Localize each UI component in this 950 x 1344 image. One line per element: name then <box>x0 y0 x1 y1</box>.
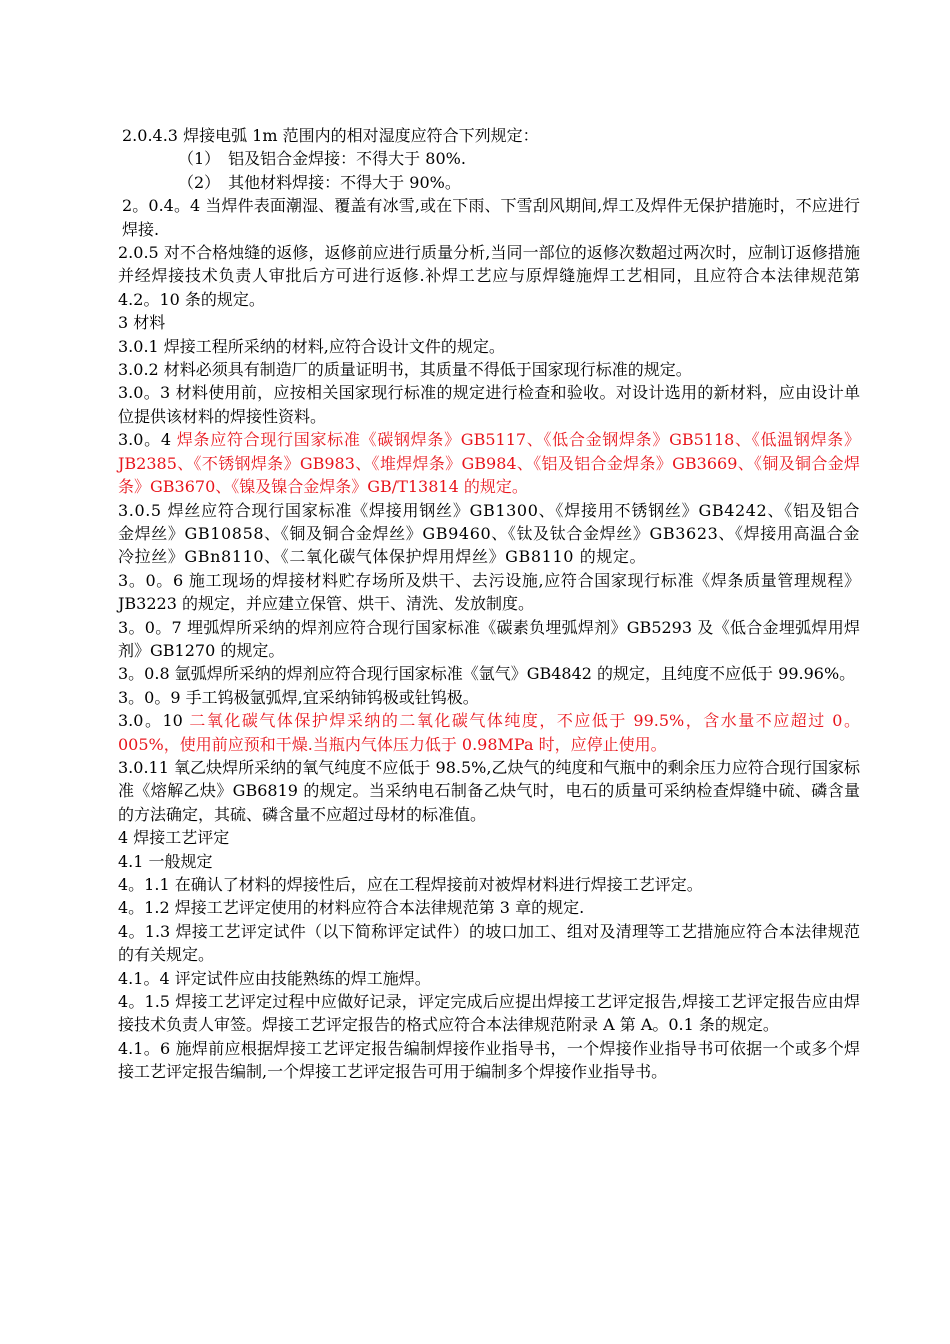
document-body <box>118 124 860 1084</box>
paragraph-3-0-11: 3.0.11 氧乙炔焊所采纳的氧气纯度不应低于 98.5%,乙炔气的纯度和气瓶中的剩余压力应符合现行国家标准《熔解乙炔》GB6819 的规定。当采纳电石制备乙炔气时，电石的质量可采纳检查焊缝中硫、磷含量的方法确定，其硫、磷含量不应超过母材的标准值。 <box>118 757 860 824</box>
paragraph-3-0-5: 3.0.5 焊丝应符合现行国家标准《焊接用钢丝》GB1300、《焊接用不锈钢丝》GB4242、《铝及铝合金焊丝》GB10858、《铜及铜合金焊丝》GB9460、《钛及钛合金焊丝》GB3623、《焊接用高温合金冷拉丝》GBn8110、《二氧化碳气体保护焊用焊丝》GB8110 的规定。 <box>118 500 860 567</box>
paragraph-2-0-4-3: 2.0.4.3 焊接电弧 1m 范围内的相对湿度应符合下列规定： <box>122 126 539 145</box>
highlighted-text-co2: 二氧化碳气体保护焊采纳的二氧化碳气体纯度，不应低于 99.5%，含水量不应超过 0。005%，使用前应预和干燥.当瓶内气体压力低于 0.98MPa 时，应停止使用。 <box>118 711 860 754</box>
paragraph-4-1-1: 4。1.1 在确认了材料的焊接性后，应在工程焊接前对被焊材料进行焊接工艺评定。 <box>118 875 703 894</box>
section-heading-procedure-qualification: 4 焊接工艺评定 <box>118 828 230 848</box>
list-item-aluminium: （1） 铝及铝合金焊接：不得大于 80%. <box>178 149 466 169</box>
subsection-heading-general: 4.1 一般规定 <box>118 851 213 871</box>
paragraph-3-0-2: 3.0.2 材料必须具有制造厂的质量证明书，其质量不得低于国家现行标准的规定。 <box>118 360 692 380</box>
paragraph-4-1-5: 4。1.5 焊接工艺评定过程中应做好记录，评定完成后应提出焊接工艺评定报告,焊接工艺评定报告应由焊接技术负责人审签。焊接工艺评定报告的格式应符合本法律规范附录 A 第 A。0.1 条的规定。 <box>118 992 860 1035</box>
paragraph-3-0-9: 3。0。9 手工钨极氩弧焊,宜采纳铈钨极或钍钨极。 <box>118 687 479 707</box>
paragraph-3-0-1: 3.0.1 焊接工程所采纳的材料,应符合设计文件的规定。 <box>118 336 505 356</box>
paragraph-3-0-6: 3。0。6 施工现场的焊接材料贮存场所及烘干、去污设施,应符合国家现行标准《焊条质量管理规程》JB3223 的规定，并应建立保管、烘干、清洗、发放制度。 <box>118 570 860 614</box>
paragraph-3-0-10 <box>118 709 860 756</box>
paragraph-3-0-8: 3。0.8 氩弧焊所采纳的焊剂应符合现行国家标准《氩气》GB4842 的规定，且纯度不应低于 99.96%。 <box>118 664 856 684</box>
paragraph-4-1-6: 4.1。6 施焊前应根据焊接工艺评定报告编制焊接作业指导书，一个焊接作业指导书可依据一个或多个焊接工艺评定报告编制,一个焊接工艺评定报告可用于编制多个焊接作业指导书。 <box>118 1038 860 1082</box>
paragraph-3-0-10-number: 3.0。10 <box>118 711 190 731</box>
paragraph-3-0-4-number: 3.0。4 <box>118 430 177 450</box>
paragraph-2-0-4-4: 2。0.4。4 当焊件表面潮湿、覆盖有冰雪,或在下雨、下雪刮风期间,焊工及焊件无保护措施时，不应进行焊接. <box>122 196 860 239</box>
highlighted-text-electrodes: 焊条应符合现行国家标准《碳钢焊条》GB5117、《低合金钢焊条》GB5118、《低温钢焊条》JB2385、《不锈钢焊条》GB983、《堆焊焊条》GB984、《铝及铝合金焊条》GB3669、《铜及铜合金焊条》GB3670、《镍及镍合金焊条》GB/T13814 的规定。 <box>118 430 860 497</box>
paragraph-3-0-3: 3.0。3 材料使用前，应按相关国家现行标准的规定进行检查和验收。对设计选用的新材料，应由设计单位提供该材料的焊接性资料。 <box>118 383 860 426</box>
paragraph-3-0-4 <box>118 428 860 498</box>
section-heading-materials: 3 材料 <box>118 313 166 333</box>
paragraph-4-1-4: 4.1。4 评定试件应由技能熟练的焊工施焊。 <box>118 968 431 988</box>
paragraph-3-0-7: 3。0。7 埋弧焊所采纳的焊剂应符合现行国家标准《碳素负埋弧焊剂》GB5293 及《低合金埋弧焊用焊剂》GB1270 的规定。 <box>118 617 860 660</box>
paragraph-2-0-5: 2.0.5 对不合格烛缝的返修，返修前应进行质量分析,当同一部位的返修次数超过两次时，应制订返修措施并经焊接技术负责人审批后方可进行返修.补焊工艺应与原焊缝施焊工艺相同，且应符合本法律规范第 4.2。10 条的规定。 <box>118 243 860 309</box>
list-item-other-materials: （2） 其他材料焊接：不得大于 90%。 <box>178 172 461 192</box>
paragraph-4-1-2: 4。1.2 焊接工艺评定使用的材料应符合本法律规范第 3 章的规定. <box>118 898 585 918</box>
paragraph-4-1-3: 4。1.3 焊接工艺评定试件（以下简称评定试件）的坡口加工、组对及清理等工艺措施应符合本法律规范的有关规定。 <box>118 921 860 965</box>
